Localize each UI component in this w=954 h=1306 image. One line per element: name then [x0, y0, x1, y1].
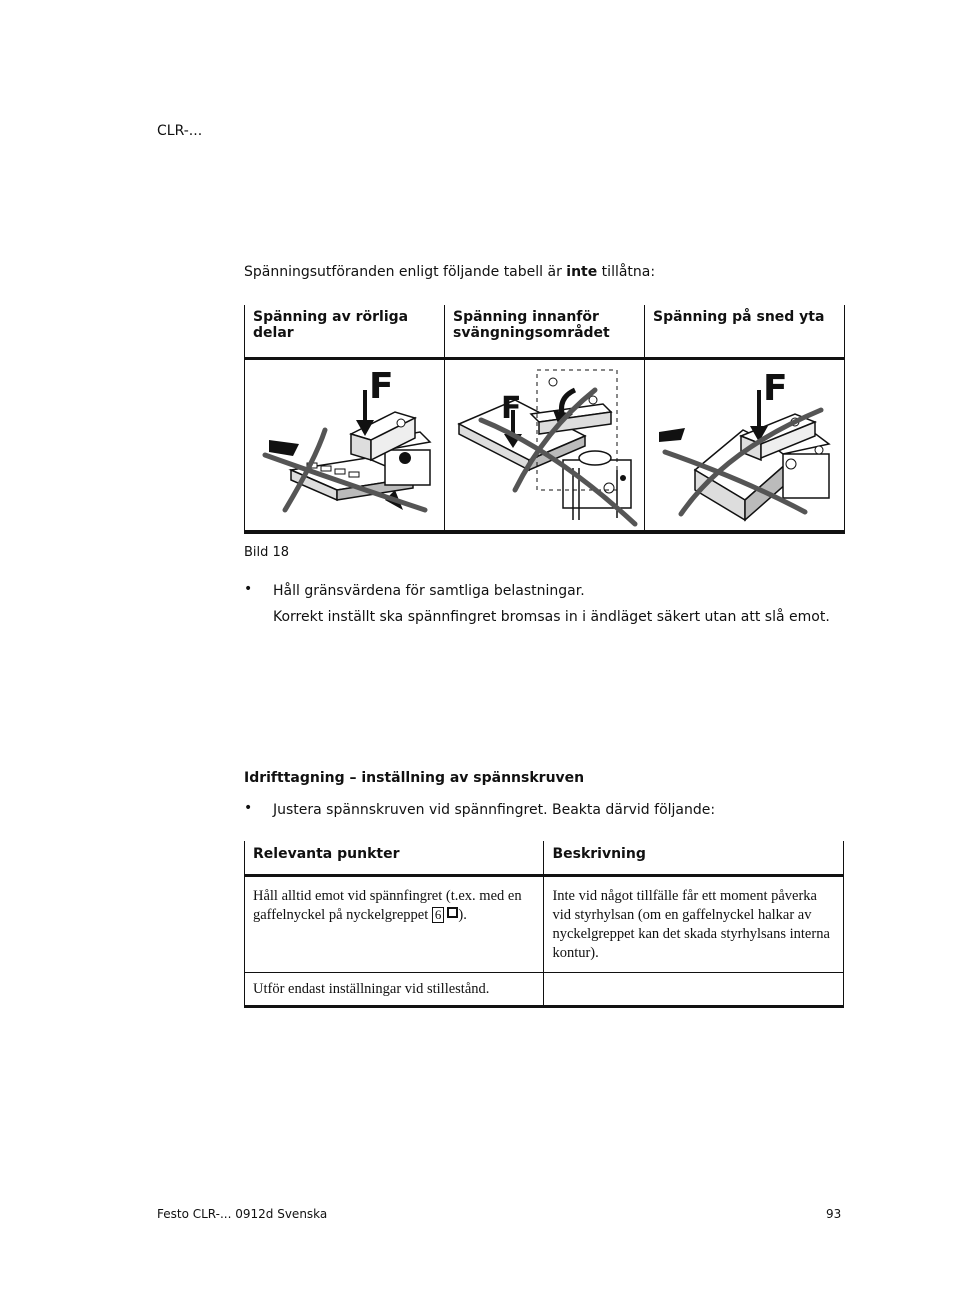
figure-swivel-range: [445, 359, 645, 533]
reference-number: 6: [432, 907, 445, 923]
cell-point: Utför endast inställningar vid stillestånd.: [245, 973, 544, 1007]
cell-description: Inte vid något tillfälle får ett moment påverka vid styrhylsan (om en gaffelnyckel halkar av nyckelgreppet kan det skada styrhylsans interna kontur).: [544, 876, 844, 973]
figure-caption: Bild 18: [244, 545, 290, 560]
adjustment-table: [244, 841, 844, 1008]
figure-inclined-surface: [645, 359, 845, 533]
intro-emphasis: inte: [566, 264, 598, 280]
col-header-inclined-surface: Spänning på sned yta: [645, 305, 845, 359]
col-header-description: Beskrivning: [544, 841, 844, 876]
svg-text:F: F: [501, 391, 522, 426]
bullet-text: Justera spännskruven vid spännfingret. Beakta därvid följande:: [273, 802, 716, 818]
cell-description: [544, 973, 844, 1007]
svg-text:F: F: [369, 366, 394, 407]
table-row: [245, 973, 844, 1007]
col-header-points: Relevanta punkter: [245, 841, 544, 876]
bullet-marker: •: [244, 581, 253, 597]
bullet-marker: •: [244, 800, 253, 816]
cell-point: Håll alltid emot vid spännfingret (t.ex. med en gaffelnyckel på nyckelgreppet 6 ).: [245, 876, 544, 973]
intro-text: Spänningsutföranden enligt följande tabell är inte tillåtna:: [244, 264, 656, 280]
table-row: [245, 876, 844, 973]
col-header-swivel-range: Spänning innanför svängningsområdet: [445, 305, 645, 359]
section-heading: Idrifttagning – inställning av spännskruven: [244, 770, 585, 786]
forbidden-clamping-table: [244, 305, 845, 534]
col-header-moving-parts: Spänning av rörliga delar: [245, 305, 445, 359]
document-code: CLR-...: [157, 123, 203, 139]
svg-text:F: F: [763, 368, 788, 409]
note-paragraph: Korrekt inställt ska spännfingret bromsas in i ändläget säkert utan att slå emot.: [273, 609, 830, 625]
page-number: 93: [826, 1207, 842, 1221]
bullet-text: Håll gränsvärdena för samtliga belastningar.: [273, 583, 585, 599]
figure-moving-parts: [245, 359, 445, 533]
footer-doc-info: Festo CLR-... 0912d Svenska: [157, 1207, 328, 1221]
square-icon: [447, 907, 458, 918]
